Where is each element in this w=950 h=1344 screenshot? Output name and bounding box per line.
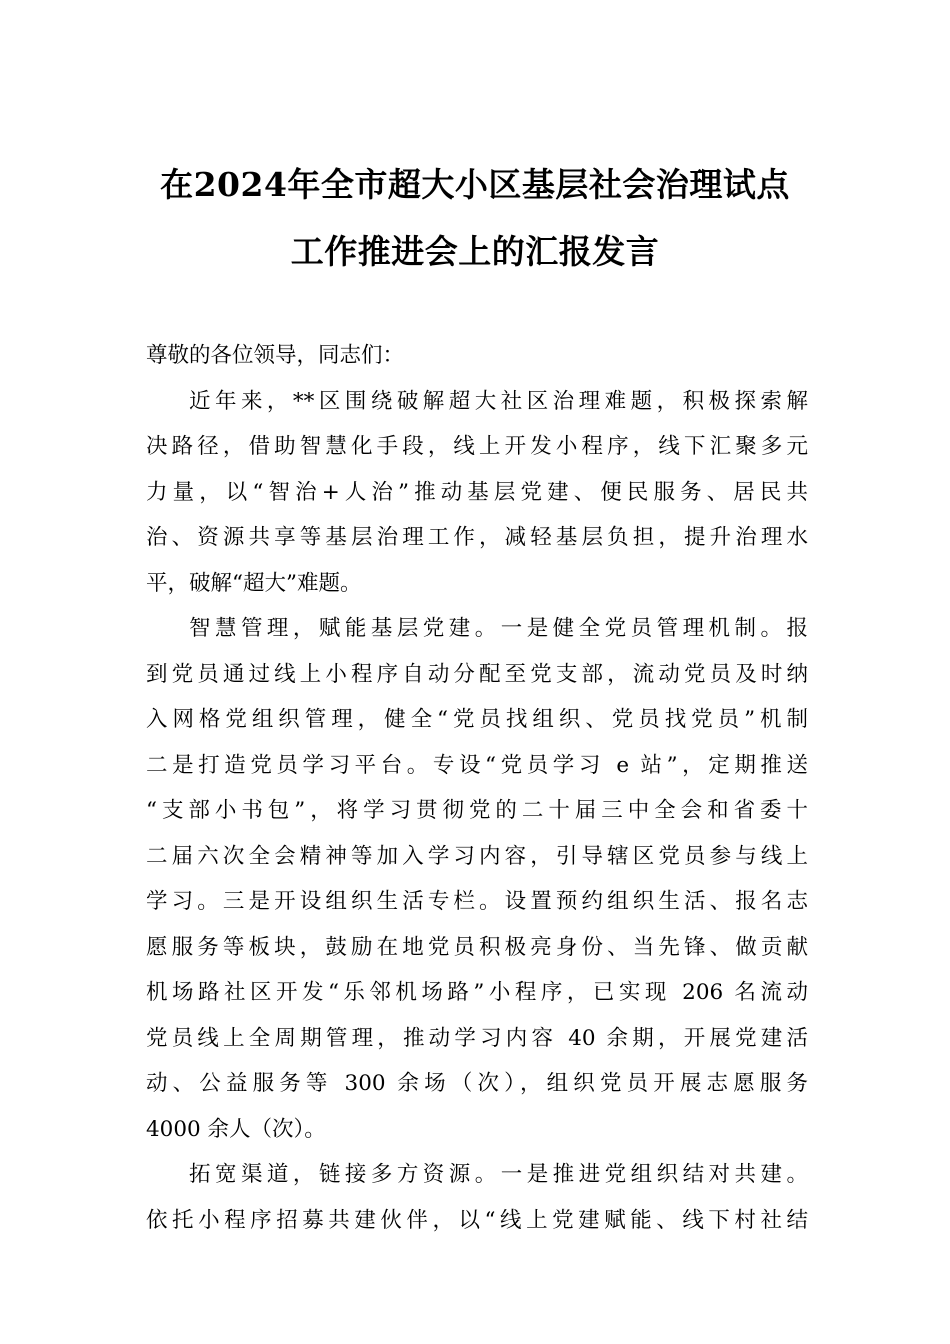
body-line: 二届六次全会精神等加入学习内容，引导辖区党员参与线上 — [146, 843, 808, 869]
body-line: 学习。三是开设组织生活专栏。设置预约组织生活、报名志 — [146, 889, 808, 914]
body-line: 力量，以“智治+人治”推动基层党建、便民服务、居民共 — [146, 479, 808, 505]
body-line: 尊敬的各位领导，同志们： — [146, 343, 405, 368]
body-line: 治、资源共享等基层治理工作，减轻基层负担，提升治理水 — [146, 525, 808, 550]
document-title-line-2: 工作推进会上的汇报发言 — [290, 232, 660, 271]
body-line: 近年来，**区围绕破解超大社区治理难题，积极探索解 — [189, 388, 808, 414]
document-title-line-1: 在2024年全市超大小区基层社会治理试点 — [160, 165, 790, 204]
body-line: 党员线上全周期管理，推动学习内容 40 余期，开展党建活 — [146, 1025, 808, 1051]
body-line: 到党员通过线上小程序自动分配至党支部，流动党员及时纳 — [146, 661, 808, 687]
body-line: 二是打造党员学习平台。专设“党员学习 e 站”，定期推送 — [146, 752, 808, 778]
body-line: “支部小书包”，将学习贯彻党的二十届三中全会和省委十 — [146, 798, 808, 823]
body-line: 智慧管理，赋能基层党建。一是健全党员管理机制。报 — [189, 616, 808, 641]
body-line: 决路径，借助智慧化手段，线上开发小程序，线下汇聚多元 — [146, 434, 808, 459]
body-line: 机场路社区开发“乐邻机场路”小程序，已实现 206 名流动 — [146, 980, 808, 1005]
body-line: 愿服务等板块，鼓励在地党员积极亮身份、当先锋、做贡献 — [146, 934, 808, 960]
body-line: 拓宽渠道，链接多方资源。一是推进党组织结对共建。 — [189, 1162, 808, 1187]
body-line: 平，破解“超大”难题。 — [146, 570, 362, 596]
document-body — [146, 333, 808, 1243]
body-line: 入网格党组织管理，健全“党员找组织、党员找党员”机制 — [146, 707, 808, 732]
body-line: 依托小程序招募共建伙伴，以“线上党建赋能、线下村社结 — [146, 1207, 808, 1233]
body-line: 4000 余人（次）。 — [146, 1116, 326, 1142]
body-line: 动、公益服务等 300 余场（次），组织党员开展志愿服务 — [146, 1071, 808, 1096]
